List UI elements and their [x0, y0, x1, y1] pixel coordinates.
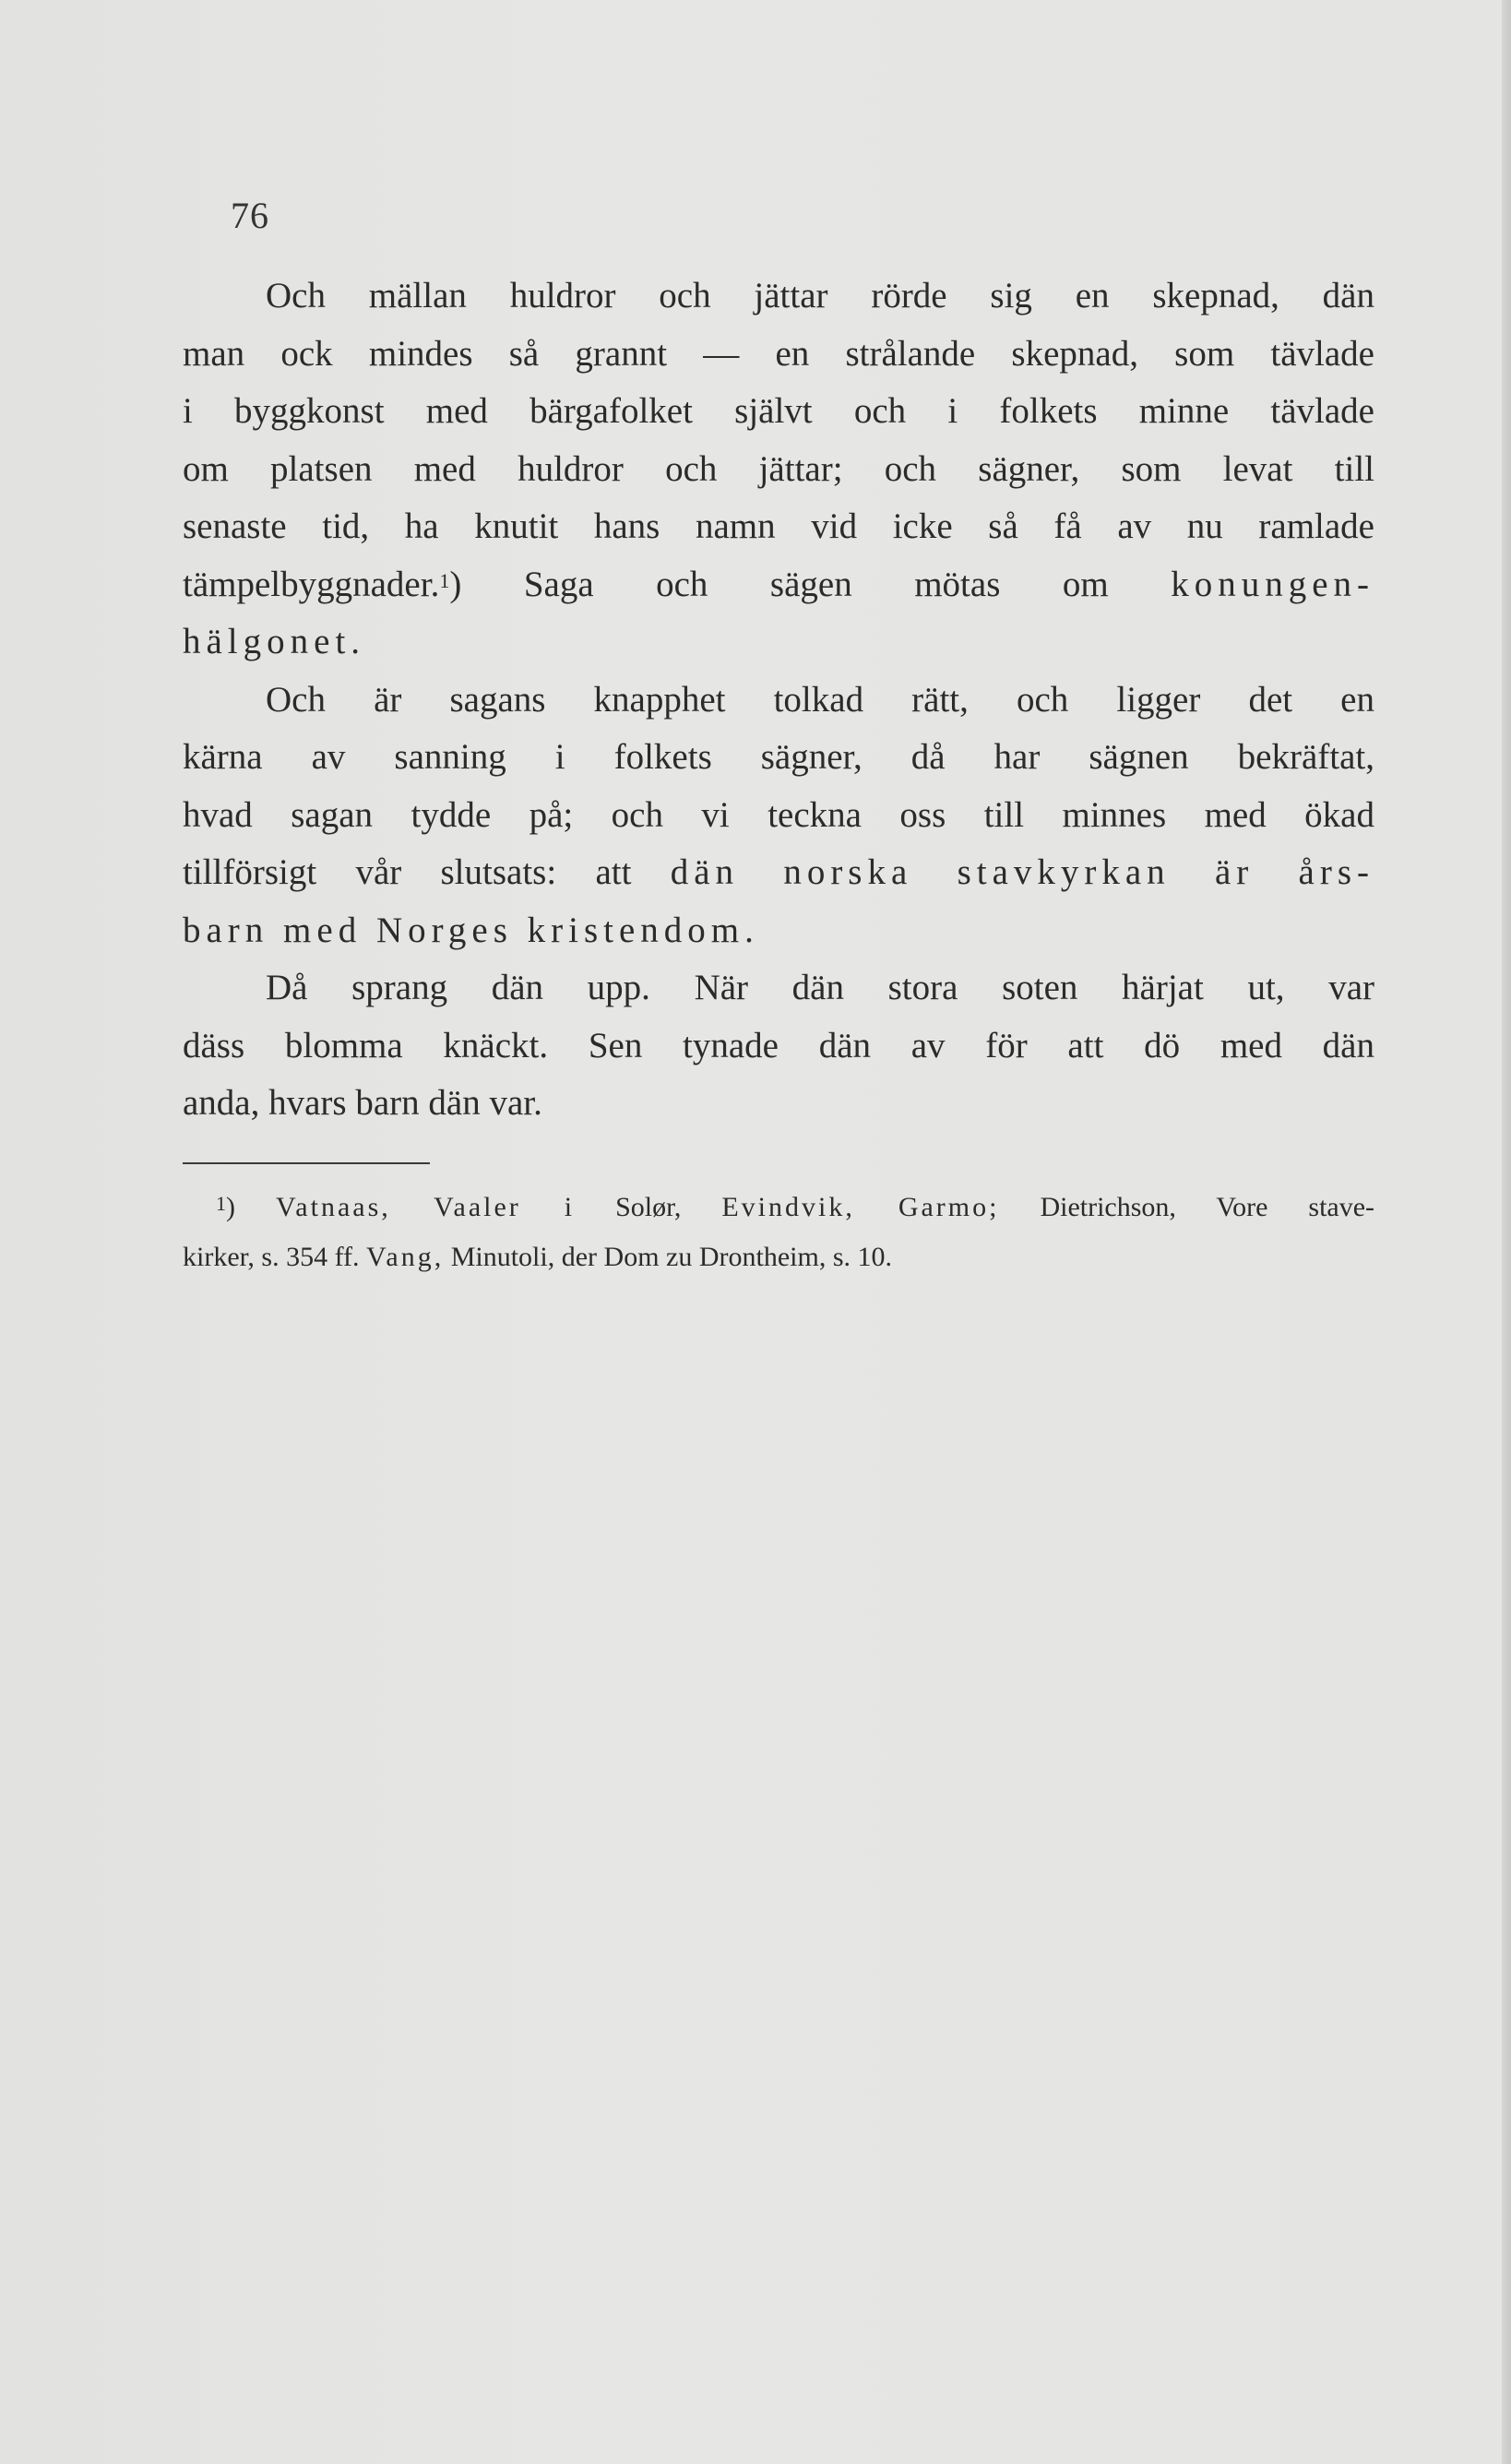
spaced-text: dän norska stavkyrkan är års-: [670, 852, 1374, 892]
footnote-fragment: Minutoli, der Dom zu Drontheim, s. 10.: [450, 1242, 892, 1272]
footnote-rule: [183, 1162, 430, 1164]
body-text: [183, 268, 1374, 1133]
spaced-text: Evindvik, Garmo;: [721, 1192, 1000, 1222]
text-line: om platsen med huldror och jättar; och sägner, som levat till: [183, 448, 1374, 489]
spaced-text: Vatnaas, Vaaler i: [275, 1192, 576, 1222]
text-line: [183, 556, 1374, 614]
text-line: däss blomma knäckt. Sen tynade dän av för att dö med dän: [183, 1025, 1374, 1065]
text-line: senaste tid, ha knutit hans namn vid icke så få av nu ramlade: [183, 506, 1374, 546]
text-line: [183, 902, 1374, 960]
footnote-fragment: Dietrichson, Vore stave-: [1040, 1192, 1375, 1222]
text-line: man ock mindes så grannt — en strålande skepnad, som tävlade: [183, 333, 1374, 374]
text-line: i byggkonst med bärgafolket självt och i folkets minne tävlade: [183, 391, 1374, 431]
text-line: [183, 844, 1374, 902]
text-fragment: tillförsigt vår slutsats: att: [183, 852, 632, 892]
text-line: Och är sagans knapphet tolkad rätt, och ligger det en: [266, 679, 1374, 720]
text-fragment: ) Saga och sägen mötas om: [449, 564, 1109, 604]
page-edge-shadow: [1502, 0, 1511, 2464]
spaced-text: konungen-: [1171, 564, 1375, 604]
text-line: Och mällan huldror och jättar rörde sig en skepnad, dän: [266, 276, 1374, 315]
spaced-text: hälgonet.: [183, 622, 366, 661]
footnote-marker: 1: [216, 1192, 226, 1215]
footnote-fragment: kirker, s. 354 ff.: [183, 1242, 360, 1272]
footnote: [183, 1183, 1374, 1282]
footnote-fragment: Solør,: [615, 1192, 682, 1222]
text-line: anda, hvars barn dän var.: [183, 1083, 542, 1123]
text-line: hvad sagan tydde på; och vi teckna oss till minnes med ökad: [183, 794, 1374, 835]
text-line: Då sprang dän upp. När dän stora soten härjat ut, var: [266, 968, 1374, 1007]
spaced-text: Vang,: [366, 1242, 445, 1272]
text-line: kärna av sanning i folkets sägner, då har sägnen bekräftat,: [183, 737, 1374, 777]
text-fragment: tämpelbyggnader.: [183, 564, 440, 604]
text-line: [183, 613, 1374, 672]
footnote-fragment: ): [226, 1192, 276, 1222]
page-number: 76: [231, 195, 269, 236]
footnote-reference: 1: [439, 568, 450, 592]
footnote-line: [183, 1183, 1374, 1232]
footnote-line: [183, 1232, 1374, 1282]
spaced-text: barn med Norges kristendom.: [183, 910, 759, 950]
